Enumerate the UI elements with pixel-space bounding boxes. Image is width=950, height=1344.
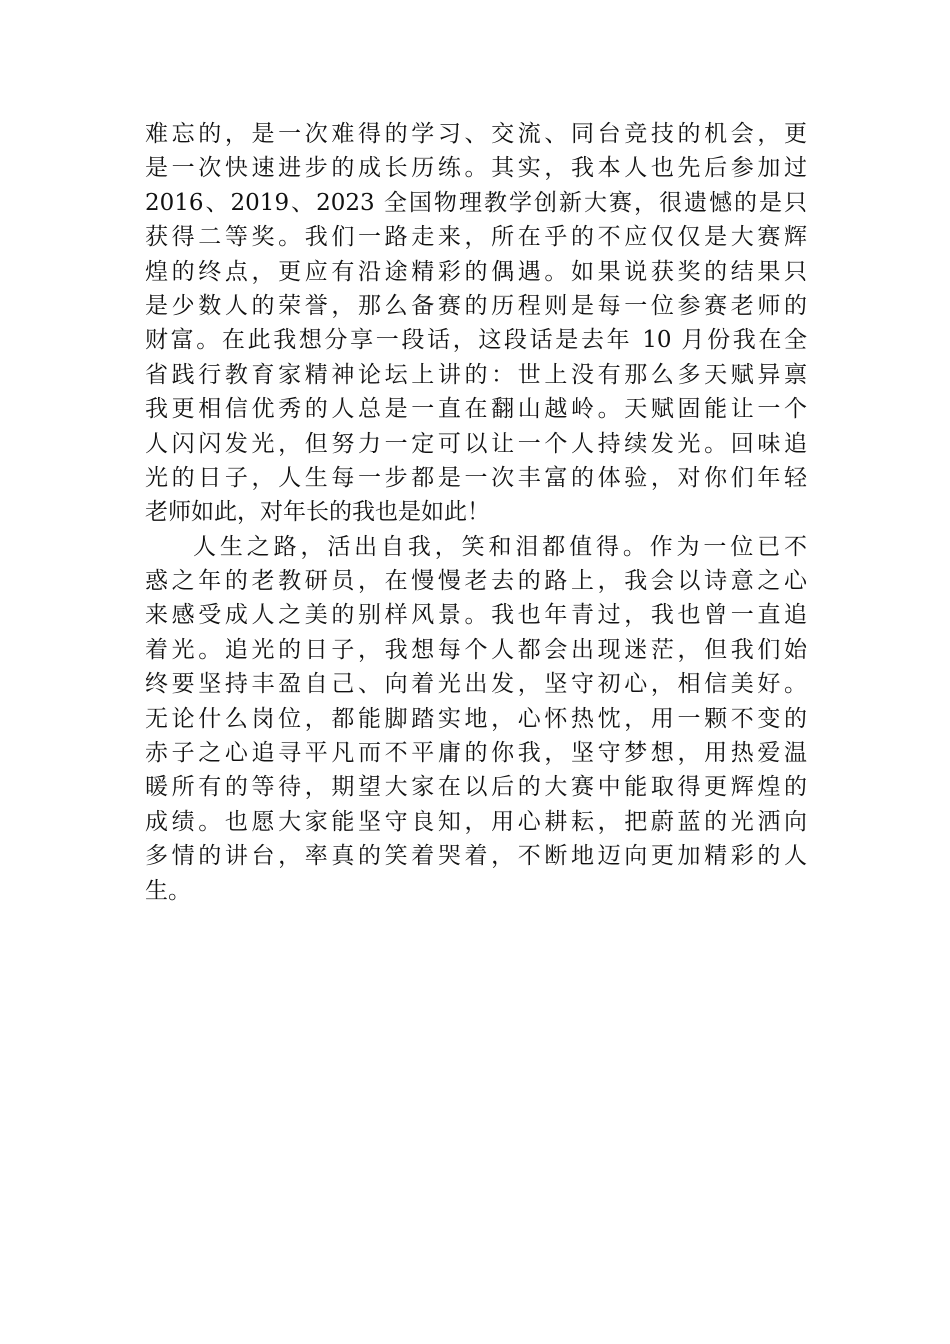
- paragraph-2: [145, 530, 807, 908]
- paragraph-line: 省践行教育家精神论坛上讲的：世上没有那么多天赋异禀: [145, 361, 807, 388]
- paragraph-line: 光的日子，人生每一步都是一次丰富的体验，对你们年轻: [145, 464, 807, 491]
- paragraph-line: 人生之路，活出自我，笑和泪都值得。作为一位已不: [193, 533, 807, 560]
- paragraph-line: 人闪闪发光，但努力一定可以让一个人持续发光。回味追: [145, 430, 807, 457]
- paragraph-line: 获得二等奖。我们一路走来，所在乎的不应仅仅是大赛辉: [145, 224, 807, 251]
- paragraph-line: 多情的讲台，率真的笑着哭着，不断地迈向更加精彩的人: [145, 843, 807, 870]
- paragraph-line: 是一次快速进步的成长历练。其实，我本人也先后参加过: [145, 155, 807, 182]
- paragraph-line: 来感受成人之美的别样风景。我也年青过，我也曾一直追: [145, 602, 807, 629]
- paragraph-line: 我更相信优秀的人总是一直在翻山越岭。天赋固能让一个: [145, 396, 807, 423]
- document-body: [145, 117, 807, 908]
- paragraph-line: 2016、2019、2023 全国物理教学创新大赛，很遗憾的是只: [145, 189, 807, 216]
- paragraph-1: [145, 117, 807, 530]
- paragraph-line: 终要坚持丰盈自己、向着光出发，坚守初心，相信美好。: [145, 671, 807, 698]
- paragraph-line: 着光。追光的日子，我想每个人都会出现迷茫，但我们始: [145, 636, 807, 663]
- paragraph-line: 生。: [145, 877, 191, 904]
- paragraph-line: 成绩。也愿大家能坚守良知，用心耕耘，把蔚蓝的光洒向: [145, 808, 807, 835]
- paragraph-line: 煌的终点，更应有沿途精彩的偶遇。如果说获奖的结果只: [145, 258, 807, 285]
- paragraph-line: 老师如此，对年长的我也是如此！: [145, 499, 490, 526]
- paragraph-line: 惑之年的老教研员，在慢慢老去的路上，我会以诗意之心: [145, 568, 807, 595]
- paragraph-line: 是少数人的荣誉，那么备赛的历程则是每一位参赛老师的: [145, 292, 807, 319]
- paragraph-line: 财富。在此我想分享一段话，这段话是去年 10 月份我在全: [145, 327, 807, 354]
- paragraph-line: 难忘的，是一次难得的学习、交流、同台竞技的机会，更: [145, 121, 807, 147]
- paragraph-line: 无论什么岗位，都能脚踏实地，心怀热忱，用一颗不变的: [145, 705, 807, 732]
- paragraph-line: 赤子之心追寻平凡而不平庸的你我，坚守梦想，用热爱温: [145, 740, 807, 767]
- paragraph-line: 暖所有的等待，期望大家在以后的大赛中能取得更辉煌的: [145, 774, 807, 801]
